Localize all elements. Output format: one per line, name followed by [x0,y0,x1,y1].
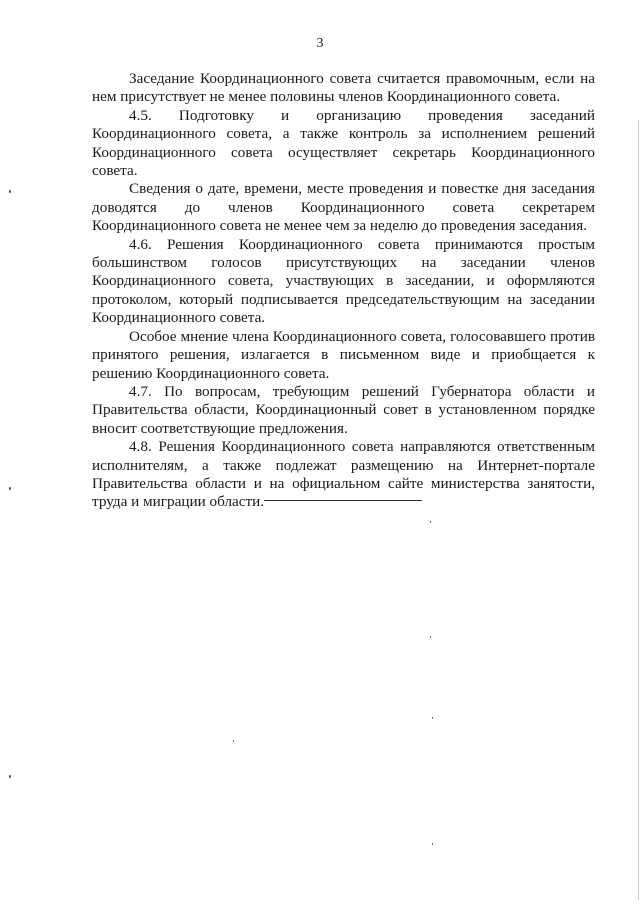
scan-speck [432,843,433,845]
scan-speck [432,717,433,719]
page-number: 3 [316,36,324,51]
paragraph-meeting-notice: Сведения о дате, времени, месте проведения и повестке дня заседания доводятся до членов Координационного совета секретарем Координационного совета не менее чем за неделю до проведения заседания. [92,180,595,235]
scan-edge-line [638,120,639,900]
paragraph-4-6: 4.6. Решения Координационного совета принимаются простым большинством голосов присутствующих на заседании членов Координационного совета, участвующих в заседании, и оформляются протоколом, который подписывается председательствующим на заседании Координационного совета. [92,235,595,327]
scan-speck [9,190,11,193]
paragraph-dissenting-opinion: Особое мнение члена Координационного совета, голосовавшего против принятого решения, излагается в письменном виде и приобщается к решению Координационного совета. [92,327,595,382]
document-body [92,70,595,512]
scan-speck [9,775,11,778]
paragraph-4-5: 4.5. Подготовку и организацию проведения заседаний Координационного совета, а также контроль за исполнением решений Координационного совета осуществляет секретарь Координационного совета. [92,106,595,180]
scan-speck [430,521,431,523]
paragraph-quorum: Заседание Координационного совета считается правомочным, если на нем присутствует не менее половины членов Координационного совета. [92,70,595,106]
paragraph-4-8: 4.8. Решения Координационного совета направляются ответственным исполнителям, а также подлежат размещению на Интернет-портале Правительства области и на официальном сайте министерства занятости, труда и миграции области. [92,438,595,511]
scan-speck [233,740,234,742]
paragraph-4-7: 4.7. По вопросам, требующим решений Губернатора области и Правительства области, Координационный совет в установленном порядке вносит соответствующие предложения. [92,382,595,437]
end-separator-line [264,500,422,501]
scan-speck [9,487,11,490]
scan-speck [430,636,431,638]
